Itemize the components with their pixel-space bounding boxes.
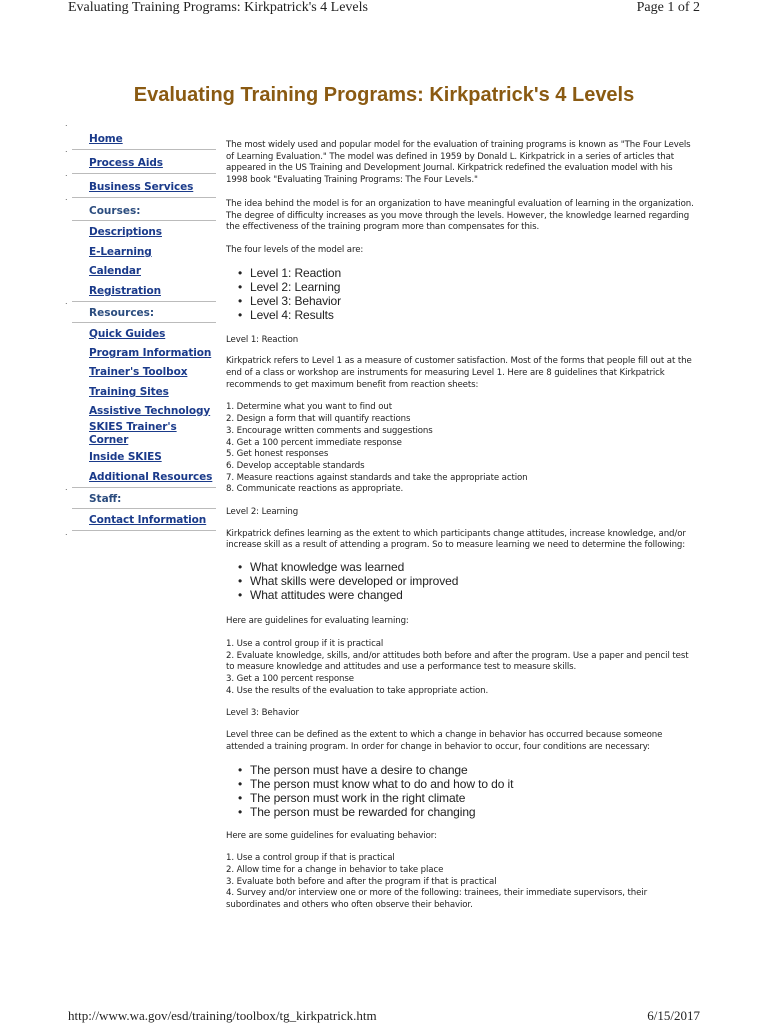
- bullet-dot: .: [65, 297, 68, 306]
- list-item: 1. Use a control group if it is practical: [226, 638, 384, 649]
- print-header: [0, 0, 768, 20]
- nav-home-link[interactable]: Home: [89, 133, 123, 145]
- list-item: 3. Get a 100 percent response: [226, 673, 354, 684]
- nav-calendar-link[interactable]: Calendar: [89, 265, 141, 277]
- list-item: • Level 1: Reaction: [226, 266, 696, 280]
- nav-divider: [72, 149, 216, 150]
- list-item: 1. Determine what you want to find out: [226, 402, 392, 413]
- nav-registration-link[interactable]: Registration: [89, 285, 161, 297]
- bullet-dot: .: [65, 145, 68, 154]
- list-item: 4. Use the results of the evaluation to take appropriate action.: [226, 685, 489, 696]
- nav-trainers-toolbox-link[interactable]: Trainer's Toolbox: [89, 366, 188, 378]
- nav-divider: [72, 530, 216, 531]
- level2-paragraph: Kirkpatrick defines learning as the extent to which participants change attitudes, increase knowledge, and/or increase skill as a result of attending a program. So to measure learning we need to determine the following:: [226, 528, 686, 551]
- nav-additional-resources-link[interactable]: Additional Resources: [89, 471, 213, 483]
- level2-guidelines-intro: Here are guidelines for evaluating learning:: [226, 616, 409, 627]
- level2-bullets: [226, 560, 696, 602]
- list-item: • The person must be rewarded for changing: [226, 805, 696, 819]
- levels-list: [226, 266, 696, 322]
- level2-heading: Level 2: Learning: [226, 507, 299, 518]
- list-item: 5. Get honest responses: [226, 449, 329, 460]
- list-item: • What attitudes were changed: [226, 588, 696, 602]
- intro-paragraph-1: The most widely used and popular model for the evaluation of training programs is known as "The Four Levels of Learning Evaluation." The model was defined in 1959 by Donald L. Kirkpatrick in a series of articles that appeared in the US Training and Development Journal. Kirkpatrick redefined the evaluation model with his 1998 book "Evaluating Training Programs: The Four Levels.": [226, 140, 691, 186]
- nav-heading-resources: Resources:: [89, 307, 155, 319]
- list-item: 2. Allow time for a change in behavior to take place: [226, 864, 444, 875]
- list-item: • What skills were developed or improved: [226, 574, 696, 588]
- print-header-title: Evaluating Training Programs: Kirkpatrick's 4 Levels: [68, 0, 368, 15]
- list-item: • Level 4: Results: [226, 308, 696, 322]
- list-item: • What knowledge was learned: [226, 560, 696, 574]
- bullet-dot: .: [65, 193, 68, 202]
- intro-paragraph-2: The idea behind the model is for an organization to have meaningful evaluation of learning in the organization. The degree of difficulty increases as you move through the levels. However, the knowledge learned regarding the effectiveness of the training program more than compensates for this.: [226, 198, 694, 233]
- main-content: [226, 140, 696, 912]
- list-item: • Level 3: Behavior: [226, 294, 696, 308]
- list-item: 3. Encourage written comments and suggestions: [226, 425, 433, 436]
- nav-divider: [72, 487, 216, 488]
- nav-skies-trainers-corner-link[interactable]: SKIES Trainer's Corner: [89, 421, 177, 446]
- print-footer: [0, 1008, 768, 1024]
- nav-process-aids-link[interactable]: Process Aids: [89, 157, 163, 169]
- four-levels-intro: The four levels of the model are:: [226, 244, 364, 255]
- print-url: http://www.wa.gov/esd/training/toolbox/tg_kirkpatrick.htm: [68, 1008, 377, 1023]
- bullet-dot: .: [65, 169, 68, 178]
- page-title: Evaluating Training Programs: Kirkpatrick's 4 Levels: [133, 84, 635, 106]
- list-item: 8. Communicate reactions as appropriate.: [226, 484, 404, 495]
- bullet-dot: .: [65, 528, 68, 537]
- nav-elearning-link[interactable]: E-Learning: [89, 246, 152, 258]
- nav-quick-guides-link[interactable]: Quick Guides: [89, 328, 166, 340]
- print-page-number: Page 1 of 2: [636, 0, 700, 15]
- bullet-dot: .: [65, 119, 68, 128]
- bullet-dot: .: [65, 483, 68, 492]
- level3-guidelines-intro: Here are some guidelines for evaluating behavior:: [226, 830, 437, 841]
- nav-assistive-technology-link[interactable]: Assistive Technology: [89, 405, 211, 417]
- list-item: • The person must work in the right climate: [226, 791, 696, 805]
- nav-heading-staff: Staff:: [89, 493, 122, 505]
- nav-divider: [72, 220, 216, 221]
- list-item: 3. Evaluate both before and after the program if that is practical: [226, 876, 497, 887]
- level1-paragraph: Kirkpatrick refers to Level 1 as a measure of customer satisfaction. Most of the forms that people fill out at the end of a class or workshop are instruments for measuring Level 1. Here are 8 guidelines that Kirkpatrick recommends to get maximum benefit from reaction sheets:: [226, 356, 692, 390]
- nav-heading-courses: Courses:: [89, 205, 141, 217]
- nav-program-information-link[interactable]: Program Information: [89, 347, 212, 359]
- nav-divider: [72, 301, 216, 302]
- list-item: 2. Evaluate knowledge, skills, and/or attitudes both before and after the program. Use a paper and pencil test to measure knowledge and attitudes and use a performance test to measure skills.: [226, 650, 689, 673]
- level2-guidelines: [226, 639, 696, 698]
- list-item: 7. Measure reactions against standards and take the appropriate action: [226, 472, 528, 483]
- list-item: • The person must have a desire to change: [226, 763, 696, 777]
- nav-inside-skies-link[interactable]: Inside SKIES: [89, 451, 162, 463]
- nav-divider: [72, 173, 216, 174]
- list-item: 2. Design a form that will quantify reactions: [226, 414, 411, 425]
- list-item: 6. Develop acceptable standards: [226, 460, 365, 471]
- list-item: 4. Survey and/or interview one or more of the following: trainees, their immediate supervisors, their subordinates and others who often observe their behavior.: [226, 888, 648, 911]
- level1-guidelines: [226, 402, 696, 496]
- level1-heading: Level 1: Reaction: [226, 334, 299, 345]
- nav-contact-information-link[interactable]: Contact Information: [89, 514, 207, 526]
- level3-guidelines: [226, 853, 696, 912]
- nav-divider: [72, 508, 216, 509]
- nav-training-sites-link[interactable]: Training Sites: [89, 386, 169, 398]
- level3-bullets: [226, 763, 696, 819]
- nav-divider: [72, 197, 216, 198]
- print-date: 6/15/2017: [647, 1008, 700, 1023]
- nav-descriptions-link[interactable]: Descriptions: [89, 226, 162, 238]
- nav-divider: [72, 322, 216, 323]
- level3-paragraph: Level three can be defined as the extent to which a change in behavior has occurred because someone attended a training program. In order for change in behavior to occur, four conditions are necessary:: [226, 730, 663, 752]
- list-item: • The person must know what to do and how to do it: [226, 777, 696, 791]
- level3-heading: Level 3: Behavior: [226, 708, 299, 719]
- list-item: • Level 2: Learning: [226, 280, 696, 294]
- list-item: 1. Use a control group if that is practical: [226, 853, 395, 864]
- nav-business-services-link[interactable]: Business Services: [89, 181, 194, 193]
- list-item: 4. Get a 100 percent immediate response: [226, 437, 402, 448]
